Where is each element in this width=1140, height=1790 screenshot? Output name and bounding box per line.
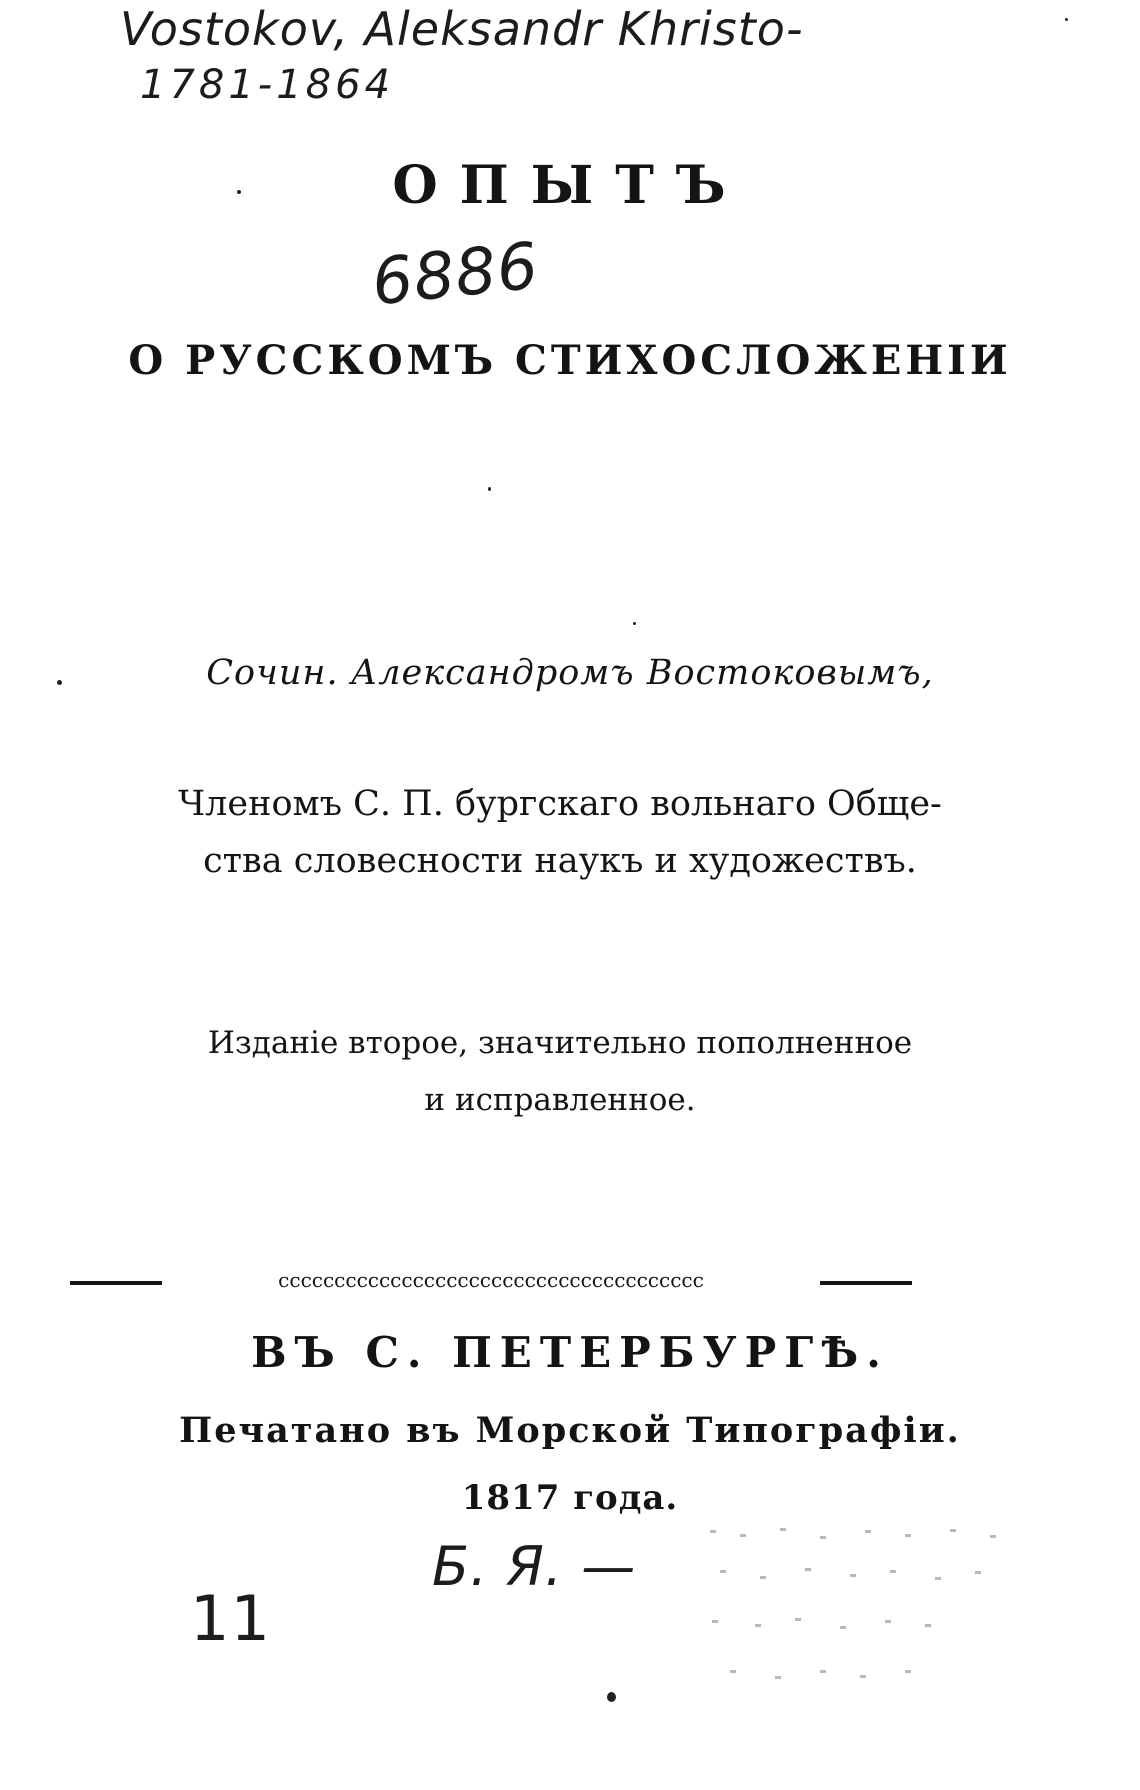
imprint-printer: Печатано въ Морской Типографіи. <box>179 1410 961 1451</box>
edition-statement <box>70 1015 1050 1129</box>
book-title: ОПЫТЪ <box>392 155 748 216</box>
author-line: Сочин. Александромъ Востоковымъ, <box>206 653 934 693</box>
handwritten-bottom-left-mark: 11 <box>190 1582 271 1655</box>
handwritten-bottom-mark: Б. Я. — <box>432 1535 637 1598</box>
edition-line-1: Изданіе второе, значительно пополненное <box>207 1025 913 1061</box>
affiliation-line-2: ства словесности наукъ и художествъ. <box>203 841 917 881</box>
ornament-line-right <box>820 1281 912 1285</box>
ornament-chain: cccccccccccccccccccccccccccccccccccccc <box>278 1268 704 1292</box>
ornamental-rule <box>70 1270 912 1296</box>
handwritten-author-note: Vostokov, Aleksandr Khristo- <box>120 2 804 56</box>
ornament-line-left <box>70 1281 162 1285</box>
handwritten-dates-note: 1781-1864 <box>140 62 395 108</box>
affiliation-line-1: Членомъ С. П. бургскаго вольнаго Обще- <box>178 784 942 824</box>
author-affiliation <box>70 776 1050 890</box>
faded-stamp <box>700 1520 1020 1710</box>
handwritten-catalog-number: 6886 <box>368 229 543 321</box>
imprint-place: ВЪ С. ПЕТЕРБУРГѢ. <box>251 1328 889 1377</box>
imprint-year: 1817 года. <box>461 1478 679 1518</box>
book-subtitle: О РУССКОМЪ СТИХОСЛОЖЕНІИ <box>128 337 1012 384</box>
edition-line-2: и исправленное. <box>424 1082 696 1118</box>
